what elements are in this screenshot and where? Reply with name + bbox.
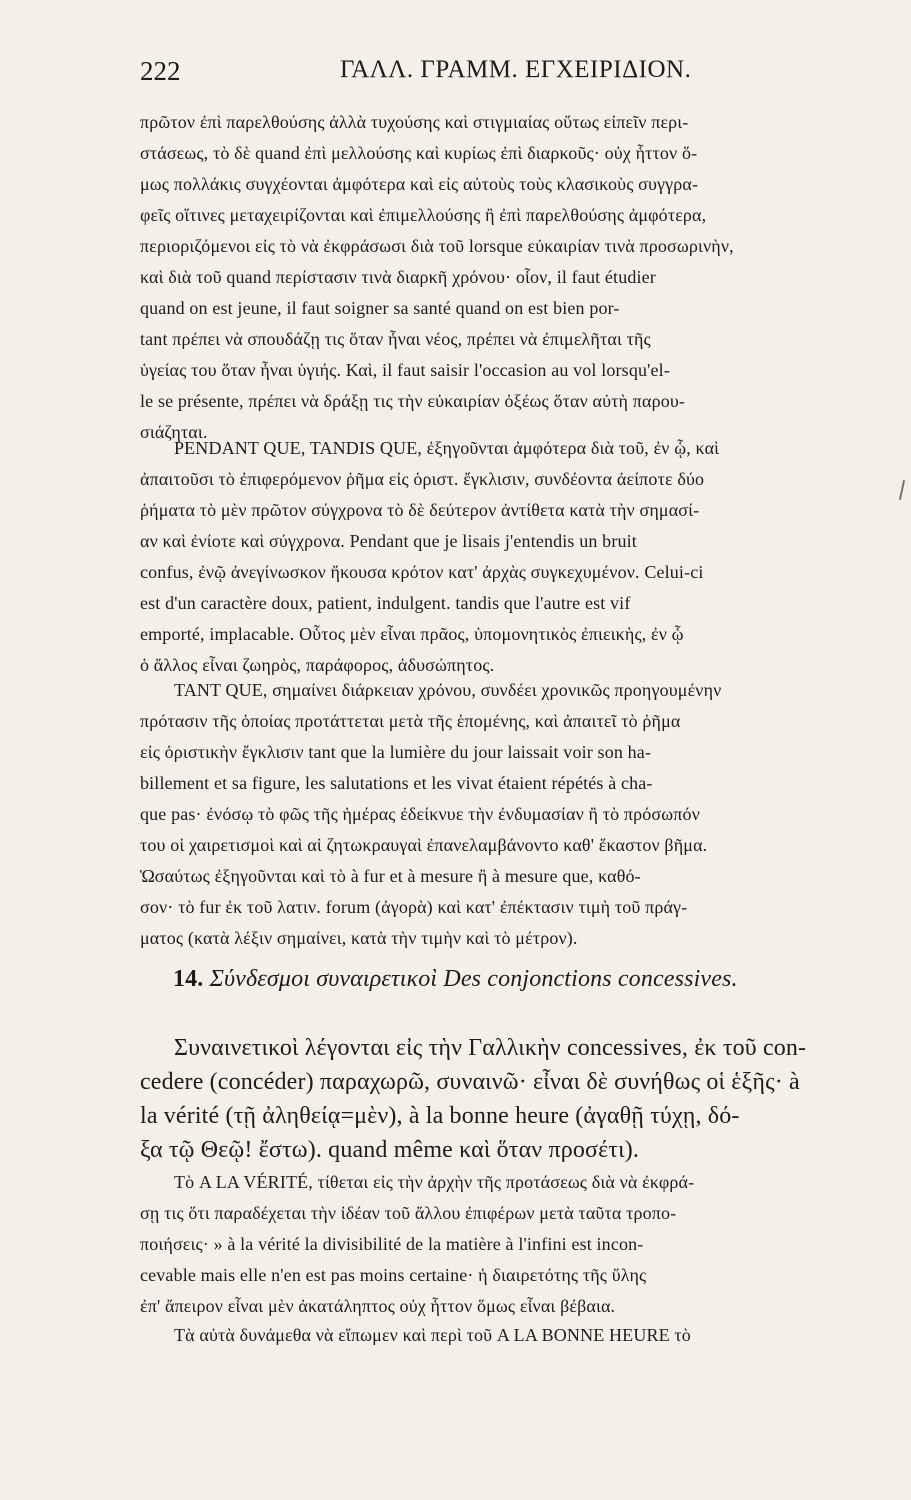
text-line: φεῖς οἵτινες μεταχειρίζονται καὶ ἐπιμελλούσης ἢ ἐπὶ παρελθούσης ἀμφότερα,: [140, 205, 707, 225]
text-line: πρῶτον ἐπὶ παρελθούσης ἀλλὰ τυχούσης καὶ στιγμιαίας οὕτως εἰπεῖν περι-: [140, 112, 689, 132]
text-line: εἰς ὁριστικὴν ἔγκλισιν tant que la lumière du jour laissait voir son ha-: [140, 742, 652, 762]
text-line: ἐπ' ἄπειρον εἶναι μὲν ἀκατάληπτος οὐχ ἧττον ὅμως εἶναι βέβαια.: [140, 1296, 616, 1316]
text-line: σον· τὸ fur ἐκ τοῦ λατιν. forum (ἀγορὰ) καὶ κατ' ἐπέκτασιν τιμὴ τοῦ πράγ-: [140, 897, 688, 917]
text-line: ὑγείας του ὅταν ἦναι ὑγιής. Καὶ, il faut saisir l'occasion au vol lorsqu'el-: [140, 360, 670, 380]
page-number: 222: [140, 56, 181, 86]
text-line: ἀπαιτοῦσι τὸ ἐπιφερόμενον ῥῆμα εἰς ὁριστ. ἔγκλισιν, συνδέοντα ἀείποτε δύο: [140, 469, 705, 489]
text-line: confus, ἐνῷ ἀνεγίνωσκον ἤκουσα κρότον κατ' ἀρχὰς συγκεχυμένον. Celui-ci: [140, 562, 704, 582]
margin-mark: [899, 480, 905, 500]
text-line: σιάζηται.: [140, 422, 208, 442]
section-title-greek: Σύνδεσμοι συναιρετικοὶ: [209, 966, 438, 992]
section-title: [173, 966, 863, 993]
text-line: ῥήματα τὸ μὲν πρῶτον σύγχρονα τὸ δὲ δεύτερον ἀντίθετα κατὰ τὴν σημασί-: [140, 500, 700, 520]
text-line: μως πολλάκις συγχέονται ἀμφότερα καὶ εἰς αὐτοὺς τοὺς κλασικοὺς συγγρα-: [140, 174, 699, 194]
section-title-french: Des conjonctions concessives.: [443, 966, 738, 992]
text-line: Τὸ A LA VÉRITÉ, τίθεται εἰς τὴν ἀρχὴν τῆς προτάσεως διὰ νὰ ἐκφρά-: [174, 1172, 695, 1192]
text-line: TANT QUE, σημαίνει διάρκειαν χρόνου, συνδέει χρονικῶς προηγουμένην: [174, 680, 722, 700]
text-line: est d'un caractère doux, patient, indulgent. tandis que l'autre est vif: [140, 593, 631, 613]
text-line: Συναινετικοὶ λέγονται εἰς τὴν Γαλλικὴν concessives, ἐκ τοῦ con-: [174, 1035, 807, 1061]
text-line: καὶ διὰ τοῦ quand περίστασιν τινὰ διαρκῆ χρόνου· οἷον, il faut étudier: [140, 267, 656, 287]
text-line: PENDANT QUE, TANDIS QUE, ἐξηγοῦνται ἀμφότερα διὰ τοῦ, ἐν ᾧ, καὶ: [174, 438, 720, 458]
section-number: 14.: [173, 966, 204, 992]
text-line: tant πρέπει νὰ σπουδάζῃ τις ὅταν ἦναι νέος, πρέπει νὰ ἐπιμελῆται τῆς: [140, 329, 651, 349]
text-line: ποιήσεις· » à la vérité la divisibilité de la matière à l'infini est incon-: [140, 1234, 644, 1254]
text-line: Ὡσαύτως ἐξηγοῦνται καὶ τὸ à fur et à mesure ἢ à mesure que, καθό-: [140, 866, 641, 886]
text-line: στάσεως, τὸ δὲ quand ἐπὶ μελλούσης καὶ κυρίως ἐπὶ διαρκοῦς· οὐχ ἧττον ὅ-: [140, 143, 698, 163]
text-line: ξα τῷ Θεῷ! ἔστω). quand même καὶ ὅταν προσέτι).: [140, 1137, 640, 1163]
text-line: περιοριζόμενοι εἰς τὸ νὰ ἐκφράσωσι διὰ τοῦ lorsque εὐκαιρίαν τινὰ προσωρινὴν,: [140, 236, 734, 256]
text-line: σῃ τις ὅτι παραδέχεται τὴν ἰδέαν τοῦ ἄλλου ἐπιφέρων μετὰ ταῦτα τροπο-: [140, 1203, 677, 1223]
text-line: cevable mais elle n'en est pas moins certaine· ἡ διαιρετότης τῆς ὕλης: [140, 1265, 647, 1285]
text-line: ὁ ἄλλος εἶναι ζωηρὸς, παράφορος, ἀδυσώπητος.: [140, 655, 495, 675]
text-line: πρότασιν τῆς ὁποίας προτάττεται μετὰ τῆς ἑπομένης, καὶ ἀπαιτεῖ τὸ ῥῆμα: [140, 711, 681, 731]
running-title: ΓΑΛΛ. ΓΡΑΜΜ. ΕΓΧΕΙΡΙΔΙΟΝ.: [340, 56, 692, 83]
text-line: Τὰ αὐτὰ δυνάμεθα νὰ εἴπωμεν καὶ περὶ τοῦ A LA BONNE HEURE τὸ: [174, 1325, 691, 1345]
text-line: quand on est jeune, il faut soigner sa santé quand on est bien por-: [140, 298, 620, 318]
text-line: cedere (concéder) παραχωρῶ, συναινῶ· εἶναι δὲ συνήθως οἱ ἑξῆς· à: [140, 1069, 800, 1095]
text-line: emporté, implacable. Οὗτος μὲν εἶναι πρᾶος, ὑπομονητικὸς ἐπιεικὴς, ἐν ᾧ: [140, 624, 684, 644]
text-line: la vérité (τῇ ἀληθείᾳ=μὲν), à la bonne heure (ἀγαθῇ τύχῃ, δό-: [140, 1103, 740, 1129]
text-line: ματος (κατὰ λέξιν σημαίνει, κατὰ τὴν τιμὴν καὶ τὸ μέτρον).: [140, 928, 578, 948]
text-line: του οἱ χαιρετισμοὶ καὶ αἱ ζητωκραυγαὶ ἐπανελαμβάνοντο καθ' ἕκαστον βῆμα.: [140, 835, 708, 855]
page-header: [140, 56, 860, 92]
text-line: αν καὶ ἐνίοτε καὶ σύγχρονα. Pendant que je lisais j'entendis un bruit: [140, 531, 637, 551]
text-line: le se présente, πρέπει νὰ δράξῃ τις τὴν εὐκαιρίαν ὀξέως ὅταν αὐτὴ παρου-: [140, 391, 686, 411]
text-line: que pas· ἐνόσῳ τὸ φῶς τῆς ἡμέρας ἐδείκνυε τὴν ἐνδυμασίαν ἢ τὸ πρόσωπόν: [140, 804, 700, 824]
text-line: billement et sa figure, les salutations et les vivat étaient répétés à cha-: [140, 773, 653, 793]
